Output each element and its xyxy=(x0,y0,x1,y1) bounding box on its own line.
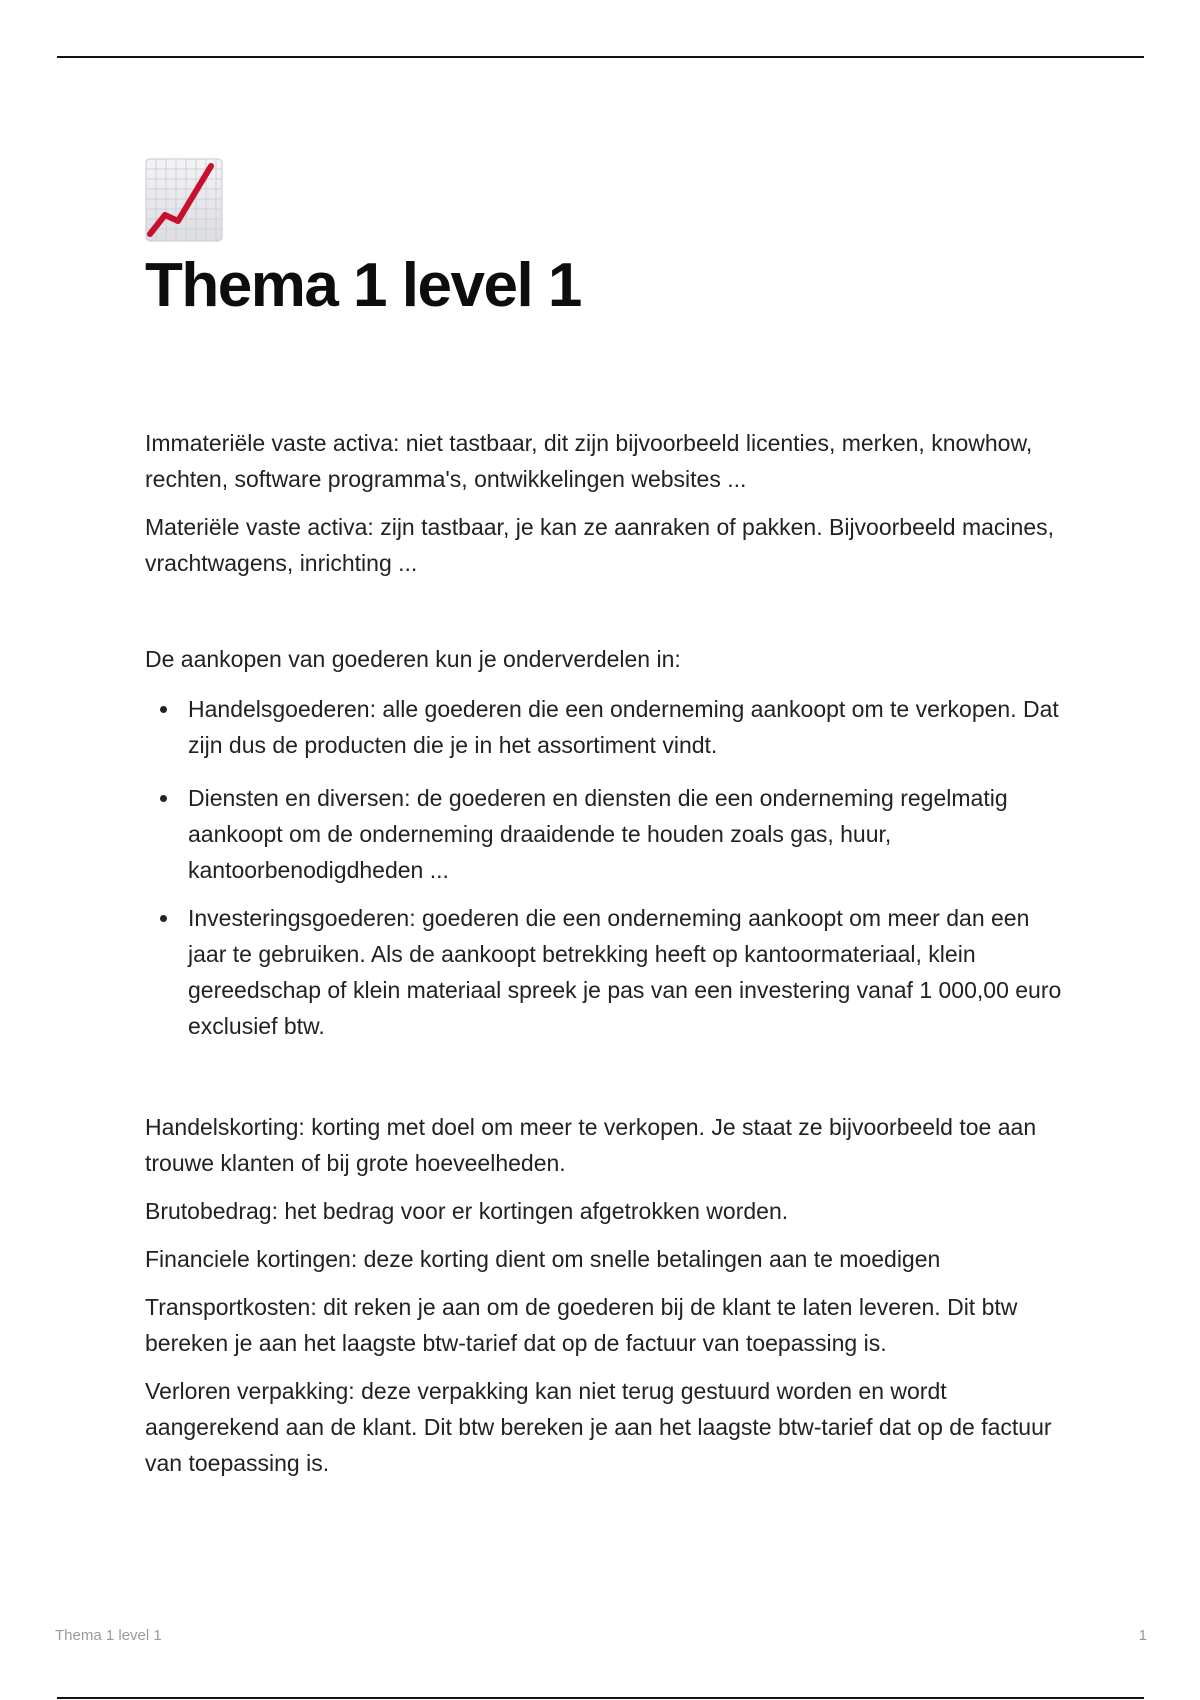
list-item-text: Handelsgoederen: alle goederen die een onderneming aankoopt om te verkopen. Dat zijn dus de producten die je in het assortiment vindt. xyxy=(188,696,1059,758)
paragraph-financiele-kortingen: Financiele kortingen: deze korting dient om snelle betalingen aan te moedigen xyxy=(145,1246,941,1272)
paragraph-handelskorting: Handelskorting: korting met doel om meer te verkopen. Je staat ze bijvoorbeeld toe aan trouwe klanten of bij grote hoeveelheden. xyxy=(145,1114,1037,1176)
page-title: Thema 1 level 1 xyxy=(145,251,581,320)
paragraph-aankopen-intro: De aankopen van goederen kun je onderverdelen in: xyxy=(145,646,681,672)
bullet-icon xyxy=(160,915,167,922)
paragraph-brutobedrag: Brutobedrag: het bedrag voor er kortingen afgetrokken worden. xyxy=(145,1198,789,1224)
top-rule xyxy=(57,56,1144,58)
paragraph-transportkosten: Transportkosten: dit reken je aan om de goederen bij de klant te laten leveren. Dit btw bereken je aan het laagste btw-tarief dat op de factuur van toepassing is. xyxy=(145,1294,1018,1356)
aankopen-list xyxy=(145,691,1065,1044)
bottom-rule xyxy=(57,1697,1144,1699)
list-item xyxy=(145,900,1065,1044)
list-item xyxy=(145,780,1065,888)
footer-title: Thema 1 level 1 xyxy=(55,1627,162,1644)
list-item xyxy=(145,691,1065,763)
list-item-text: Diensten en diversen: de goederen en diensten die een onderneming regelmatig aankoopt om de onderneming draaidende te houden zoals gas, huur, kantoorbenodigdheden ... xyxy=(188,785,1008,883)
bullet-icon xyxy=(160,795,167,802)
bullet-icon xyxy=(160,706,167,713)
paragraph-verloren-verpakking: Verloren verpakking: deze verpakking kan niet terug gestuurd worden en wordt aangerekend aan de klant. Dit btw bereken je aan het laagste btw-tarief dat op de factuur van toepassing is. xyxy=(145,1378,1052,1476)
list-item-text: Investeringsgoederen: goederen die een onderneming aankoopt om meer dan een jaar te gebruiken. Als de aankoopt betrekking heeft op kantoormateriaal, klein gereedschap of klein materiaal spreek je pas van een investering vanaf 1 000,00 euro exclusief btw. xyxy=(188,905,1062,1039)
chart-increasing-icon xyxy=(145,158,223,242)
paragraph-immateriele-activa: Immateriële vaste activa: niet tastbaar, dit zijn bijvoorbeeld licenties, merken, knowhow, rechten, software programma's, ontwikkelingen websites ... xyxy=(145,430,1033,492)
paragraph-materiele-activa: Materiële vaste activa: zijn tastbaar, je kan ze aanraken of pakken. Bijvoorbeeld macines, vrachtwagens, inrichting ... xyxy=(145,514,1054,576)
footer-page-number: 1 xyxy=(1138,1627,1147,1644)
page-content xyxy=(145,158,1065,1481)
